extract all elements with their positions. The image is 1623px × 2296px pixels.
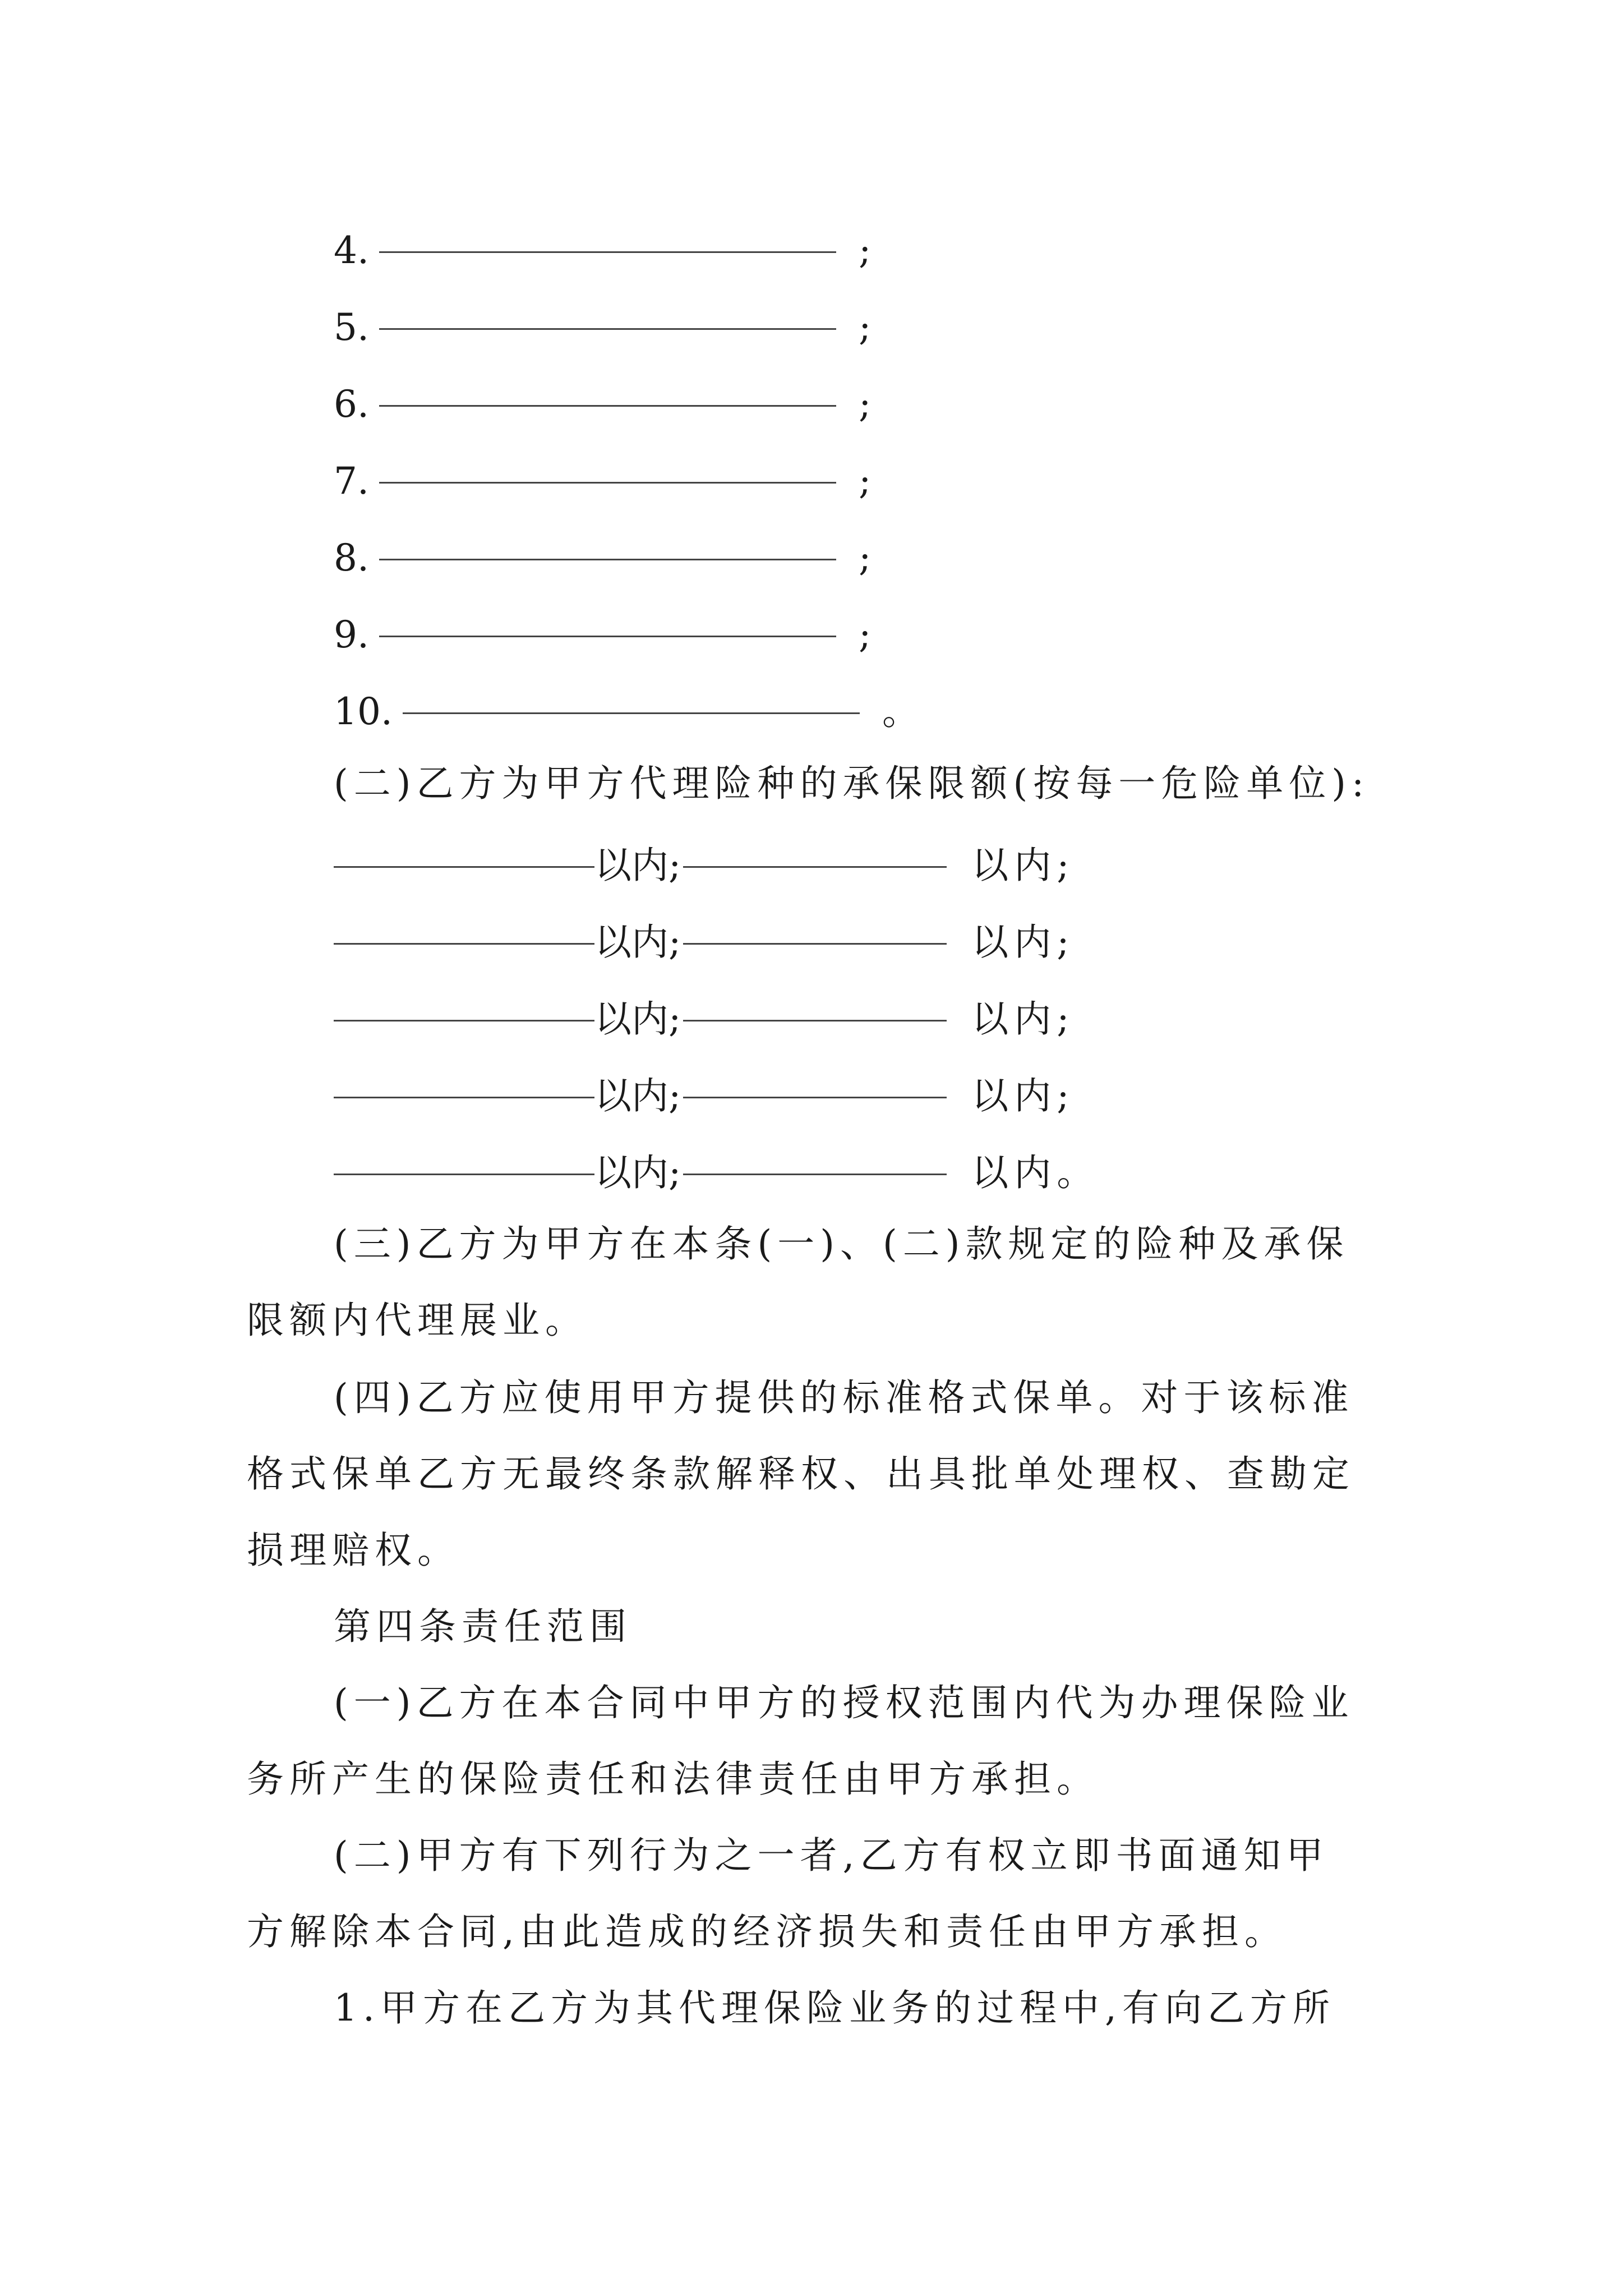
- fill-blank[interactable]: [334, 981, 594, 1022]
- para-7-line-1: 1.甲方在乙方为其代理保险业务的过程中,有向乙方所: [334, 1986, 1335, 2030]
- limit-mid-text: 以内;: [594, 1074, 681, 1117]
- list-number: 9.: [334, 613, 369, 656]
- limit-end-text: 以内。: [971, 1151, 1100, 1194]
- fill-blank[interactable]: [683, 904, 947, 945]
- limit-mid-text: 以内;: [594, 997, 681, 1041]
- limit-end-text: 以内;: [971, 997, 1075, 1041]
- fill-blank[interactable]: [334, 1134, 594, 1175]
- limit-mid-text: 以内;: [594, 921, 681, 964]
- fill-blank[interactable]: [379, 519, 836, 560]
- article-4-title: 第四条责任范围: [334, 1605, 632, 1648]
- list-number: 6.: [334, 383, 369, 426]
- fill-blank[interactable]: [334, 827, 594, 868]
- fill-blank[interactable]: [683, 827, 947, 868]
- fill-blank[interactable]: [334, 904, 594, 945]
- list-item-5: [334, 289, 871, 356]
- para-5-line-1: (一)乙方在本合同中甲方的授权范围内代为办理保险业: [334, 1681, 1354, 1724]
- fill-blank[interactable]: [379, 289, 836, 330]
- fill-blank[interactable]: [403, 673, 860, 714]
- limit-end-text: 以内;: [971, 921, 1075, 964]
- list-number: 4.: [334, 229, 369, 272]
- list-item-7: [334, 443, 871, 510]
- fill-blank[interactable]: [379, 366, 836, 407]
- fill-blank[interactable]: [379, 443, 836, 484]
- limit-row: [334, 981, 1075, 1048]
- list-terminator: ;: [858, 613, 872, 656]
- fill-blank[interactable]: [379, 596, 836, 637]
- limit-row: [334, 904, 1075, 971]
- limit-mid-text: 以内;: [594, 844, 681, 887]
- list-terminator: ;: [858, 229, 872, 272]
- list-terminator: ;: [858, 306, 872, 349]
- para-4-line-1: (四)乙方应使用甲方提供的标准格式保单。对于该标准: [334, 1376, 1354, 1419]
- para-3-line-2: 限额内代理展业。: [247, 1299, 588, 1342]
- para-6-line-1: (二)甲方有下列行为之一者,乙方有权立即书面通知甲: [334, 1834, 1329, 1877]
- limit-row: [334, 1057, 1075, 1125]
- list-terminator: ;: [858, 383, 872, 426]
- limit-end-text: 以内;: [971, 844, 1075, 887]
- fill-blank[interactable]: [683, 981, 947, 1022]
- list-number: 10.: [334, 690, 393, 733]
- para-6-line-2: 方解除本合同,由此造成的经济损失和责任由甲方承担。: [247, 1910, 1287, 1953]
- para-3-line-1: (三)乙方为甲方在本条(一)、(二)款规定的险种及承保: [334, 1222, 1349, 1266]
- list-item-8: [334, 519, 871, 587]
- list-number: 5.: [334, 306, 369, 349]
- limit-row: [334, 1134, 1099, 1202]
- fill-blank[interactable]: [334, 1057, 594, 1098]
- list-item-9: [334, 596, 871, 664]
- list-terminator: ;: [858, 459, 872, 503]
- section-2-title: (二)乙方为甲方代理险种的承保限额(按每一危险单位):: [334, 762, 1370, 805]
- list-terminator: ;: [858, 536, 872, 579]
- list-item-4: [334, 212, 871, 279]
- para-4-line-2: 格式保单乙方无最终条款解释权、出具批单处理权、查勘定: [247, 1452, 1355, 1496]
- fill-blank[interactable]: [683, 1057, 947, 1098]
- limit-mid-text: 以内;: [594, 1151, 681, 1194]
- limit-row: [334, 827, 1075, 894]
- para-5-line-2: 务所产生的保险责任和法律责任由甲方承担。: [247, 1757, 1099, 1801]
- list-terminator: 。: [882, 690, 919, 733]
- limit-end-text: 以内;: [971, 1074, 1075, 1117]
- list-item-6: [334, 366, 871, 433]
- fill-blank[interactable]: [379, 212, 836, 253]
- fill-blank[interactable]: [683, 1134, 947, 1175]
- para-4-line-3: 损理赔权。: [247, 1529, 460, 1572]
- list-item-10: [334, 673, 919, 740]
- list-number: 8.: [334, 536, 369, 579]
- list-number: 7.: [334, 459, 369, 503]
